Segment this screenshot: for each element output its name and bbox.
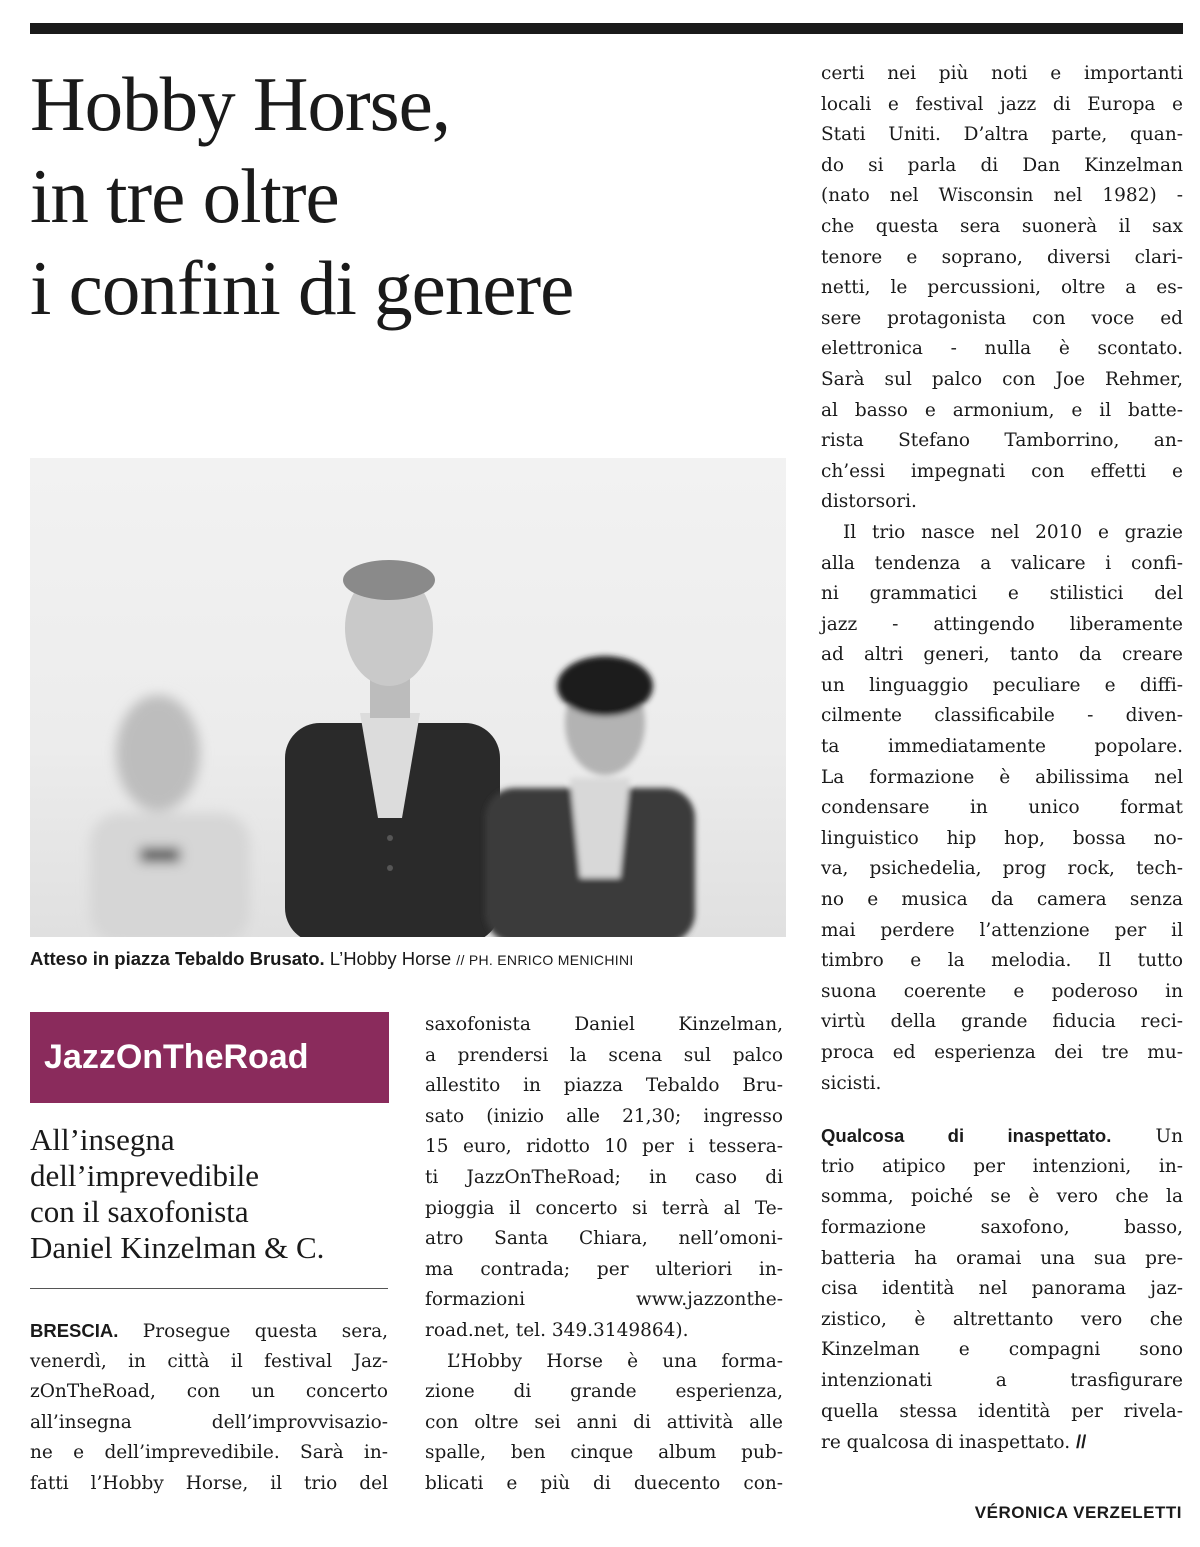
photo-credit: // PH. ENRICO MENICHINI	[456, 952, 634, 968]
subhead-divider	[30, 1288, 388, 1289]
text-line: cisa identità nel panorama jaz-	[821, 1278, 1183, 1300]
text-line: blicati e più di duecento con-	[425, 1472, 783, 1494]
text-line: con oltre sei anni di attività alle	[425, 1411, 783, 1433]
article-column-3	[821, 59, 1183, 1458]
text-line: va, psichedelia, prog rock, tech-	[821, 858, 1183, 880]
text-line: formazione saxofono, basso,	[821, 1216, 1183, 1238]
text-line: Il trio nasce nel 2010 e grazie	[843, 521, 1183, 543]
text-line: ma contrada; per ulteriori in-	[425, 1258, 783, 1280]
text-line: (nato nel Wisconsin nel 1982) -	[821, 185, 1183, 207]
headline-line: in tre oltre	[30, 153, 339, 239]
text-line: ti JazzOnTheRoad; in caso di	[425, 1166, 783, 1188]
text-line: road.net, tel. 349.3149864).	[425, 1319, 689, 1341]
text-line: ta immediatamente popolare.	[821, 736, 1183, 758]
text-line: ni grammatici e stilistici del	[821, 583, 1183, 605]
subheadline	[30, 1122, 390, 1266]
text-line: proca ed esperienza dei tre mu-	[821, 1042, 1183, 1063]
text-line: re qualcosa di inaspettato. //	[821, 1431, 1087, 1454]
headline-line: Hobby Horse,	[30, 61, 450, 147]
text-line: trio atipico per intenzioni, in-	[821, 1155, 1183, 1177]
photo-caption	[30, 948, 790, 970]
text-line: zione di grande esperienza,	[425, 1381, 783, 1403]
text-line: sato (inizio alle 21,30; ingresso	[425, 1105, 783, 1127]
text-line: un linguaggio peculiare e diffi-	[821, 674, 1183, 696]
band-photo-illustration	[30, 458, 786, 937]
text-line: formazioni www.jazzonthe-	[425, 1289, 783, 1311]
section-kicker: JazzOnTheRoad	[30, 1012, 389, 1103]
section-lead: Qualcosa di inaspettato.	[821, 1125, 1112, 1147]
person-left	[90, 695, 250, 937]
text-line: netti, le percussioni, oltre a es-	[821, 277, 1183, 299]
subhead-line: dell’imprevedibile	[30, 1158, 259, 1193]
caption-lead: Atteso in piazza Tebaldo Brusato.	[30, 948, 325, 969]
end-mark: //	[1075, 1431, 1087, 1453]
text-line: intenzionati a trasfigurare	[821, 1369, 1183, 1391]
person-right	[485, 656, 695, 937]
dateline: BRESCIA.	[30, 1320, 119, 1341]
text-line: 15 euro, ridotto 10 per i tessera-	[425, 1136, 783, 1158]
text-line: rista Stefano Tamborrino, an-	[821, 430, 1183, 452]
text-line: batteria ha oramai una sua pre-	[821, 1247, 1183, 1269]
text-line: Sarà sul palco con Joe Rehmer,	[821, 368, 1183, 390]
text-line: alla tendenza a valicare i confi-	[821, 552, 1183, 574]
text-line: jazz - attingendo liberamente	[821, 613, 1183, 635]
text-line: linguistico hip hop, bossa no-	[821, 827, 1183, 849]
text-line: ad altri generi, tanto da creare	[821, 644, 1183, 666]
text-line: spalle, ben cinque album pub-	[425, 1442, 783, 1464]
text-line: locali e festival jazz di Europa e	[821, 93, 1183, 115]
text-line: do si parla di Dan Kinzelman	[821, 154, 1183, 176]
text-line: Kinzelman e compagni sono	[821, 1339, 1183, 1361]
text-line: pioggia il concerto si terrà al Te-	[425, 1197, 783, 1219]
subhead-line: Daniel Kinzelman & C.	[30, 1230, 325, 1265]
headline-line: i confini di genere	[30, 245, 574, 331]
text-line: timbro e la melodia. Il tutto	[821, 950, 1183, 972]
text-line: al basso e armonium, e il batte-	[821, 399, 1183, 421]
text-line: virtù della grande fiducia reci-	[821, 1011, 1183, 1033]
text-line: zOnTheRoad, con un concerto	[30, 1381, 388, 1403]
caption-text: L’Hobby Horse	[324, 948, 457, 969]
text-line: saxofonista Daniel Kinzelman,	[425, 1014, 783, 1035]
text-line: no e musica da camera senza	[821, 889, 1183, 911]
text-line: allestito in piazza Tebaldo Bru-	[425, 1075, 783, 1097]
band-photo	[30, 458, 786, 937]
text-line: sere protagonista con voce ed	[821, 307, 1183, 329]
text-line: venerdì, in città il festival Jaz-	[30, 1350, 388, 1372]
author-byline: VÉRONICA VERZELETTI	[974, 1503, 1182, 1522]
text-line: suona coerente e poderoso in	[821, 980, 1183, 1002]
text-line: ch’essi impegnati con effetti e	[821, 460, 1183, 482]
person-center	[285, 560, 500, 937]
text-line: mai perdere l’attenzione per il	[821, 919, 1183, 941]
text-line: distorsori.	[821, 491, 917, 513]
text-line: elettronica - nulla è scontato.	[821, 338, 1183, 360]
text-line: L’Hobby Horse è una forma-	[447, 1350, 783, 1372]
text-line: a prendersi la scena sul palco	[425, 1044, 783, 1066]
text-line: all’insegna dell’improvvisazio-	[30, 1411, 388, 1433]
subhead-line: All’insegna	[30, 1122, 175, 1157]
text-line: BRESCIA. Prosegue questa sera,	[30, 1320, 388, 1342]
article-column-1	[30, 1316, 388, 1500]
text-line: fatti l’Hobby Horse, il trio del	[30, 1472, 388, 1494]
text-line: tenore e soprano, diversi clari-	[821, 246, 1183, 268]
text-line: Stati Uniti. D’altra parte, quan-	[821, 124, 1183, 146]
text-line: che questa sera suonerà il sax	[821, 215, 1183, 237]
headline	[30, 58, 800, 334]
text-line: zistico, è altrettanto vero che	[821, 1308, 1183, 1330]
article-column-2	[425, 1010, 783, 1500]
text-line: ne e dell’imprevedibile. Sarà in-	[30, 1442, 388, 1464]
text-line: La formazione è abilissima nel	[821, 766, 1183, 788]
text-line: Qualcosa di inaspettato. Un	[821, 1125, 1184, 1148]
text-line: somma, poiché se è vero che la	[821, 1186, 1183, 1208]
text-line: certi nei più noti e importanti	[821, 63, 1183, 84]
text-line: atro Santa Chiara, nell’omoni-	[425, 1228, 783, 1250]
text-line: condensare in unico format	[821, 797, 1183, 819]
text-line: sicisti.	[821, 1072, 882, 1094]
text-line: cilmente classificabile - diven-	[821, 705, 1183, 727]
text-line: quella stessa identità per rivela-	[821, 1400, 1183, 1422]
top-rule	[30, 23, 1183, 34]
subhead-line: con il saxofonista	[30, 1194, 249, 1229]
